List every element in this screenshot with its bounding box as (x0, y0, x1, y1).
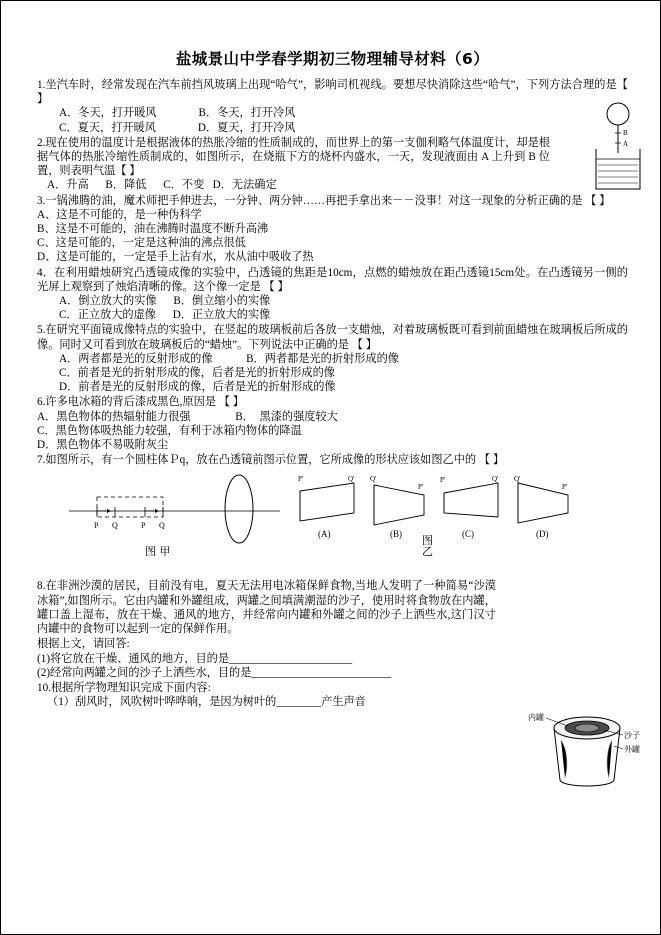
question-8-text: 8.在非洲沙漠的居民，目前没有电，夏天无法用电冰箱保鲜食物,当地人发明了一种简易“沙漠冰箱”,如图所示。它由内罐和外罐组成，两罐之间填满潮湿的沙子，使用时将食物放在内罐，罐口盖上湿布，放在干燥、通风的地方，并经常向内罐和外罐之间的沙子上洒些水,这门汉寸内罐中的食物可以起到一定的保鲜作用。 (37, 580, 496, 636)
question-3 (37, 194, 628, 265)
svg-text:(B): (B) (390, 529, 402, 540)
lens-optics-figure (67, 471, 282, 545)
svg-text:P': P' (562, 483, 568, 492)
question-10-text: 10.根据所学物理知识完成下面内容: (37, 681, 211, 694)
question-3-option-c: C、这是可能的，一定是这种油的沸点很低 (37, 237, 246, 250)
question-4-option-ab: A．倒立放大的实像 B．倒立缩小的实像 (59, 295, 271, 308)
question-1-option-a: A．冬天，打开暖风 B．冬天，打开冷风 (59, 107, 296, 120)
question-3-option-d: D、这是可能的，一定是手上沾有水，水从油中吸收了热 (37, 251, 314, 264)
question-4-text: 4．在利用蜡烛研究凸透镜成像的实验中，凸透镜的焦距是10cm，点燃的蜡烛放在距凸透镜15cm处。在凸透镜另一侧的光屏上观察到了烛焰清晰的像。这个像一定是 【 】 (37, 266, 628, 293)
svg-text:(D): (D) (536, 529, 549, 540)
sand-fridge-figure (528, 706, 656, 792)
thermometer-label-b: B (623, 129, 628, 137)
galileo-thermometer-figure (582, 101, 654, 197)
svg-text:Q': Q' (492, 475, 499, 484)
question-8-sub-intro: 根据上文，请回答: (37, 638, 130, 651)
question-7-figures (37, 471, 628, 557)
question-5-option-c: C．前者是光的折射形成的像，后者是光的折射形成的像 (59, 367, 335, 380)
svg-text:Q: Q (112, 521, 118, 531)
question-4 (37, 266, 628, 323)
question-6-option-c: C．黑色物体吸热能力较强，有利于冰箱内物体的降温 (37, 424, 302, 437)
question-5 (37, 323, 628, 394)
question-7 (37, 453, 628, 467)
question-5-option-d: D．前者是光的反射形成的像，后者是光的折射形成的像 (59, 381, 336, 394)
svg-text:P': P' (418, 483, 424, 492)
question-7-text: 7.如图所示，有一个圆柱体Ｐq，放在凸透镜前图示位置，它所成像的形状应该如图乙中的 【 】 (37, 454, 505, 467)
figure-caption-yi: 图 乙 (422, 534, 433, 559)
thermometer-label-a: A (623, 140, 629, 148)
image-shape-choices-figure (292, 473, 592, 543)
svg-text:P': P' (440, 476, 446, 485)
question-5-option-ab: A．两者都是光的反射形成的像 B．两者都是光的折射形成的像 (59, 352, 399, 365)
question-8 (37, 579, 628, 636)
question-6-option-ab: A．黑色物体的热辐射能力很强 B． 黑漆的强度较大 (37, 410, 338, 423)
question-8-sub-1: (1)将它放在干燥、通风的地方，目的是______________________ (37, 652, 353, 665)
question-3-option-a: A、这是不可能的，是一种伪科学 (37, 208, 202, 221)
question-2-options: A．升高 B．降低 C．不变 D．无法确定 (47, 179, 277, 192)
question-3-option-b: B、这是不可能的，油在沸腾时温度不断升高沸 (37, 223, 269, 236)
question-2-text: 2.现在使用的温度计是根据液体的热胀冷缩的性质制成的，而世界上的第一支伽利略气体温度计，却是根据气体的热胀冷缩性质制成的，如图所示，在烧瓶下方的烧杯内盛水，一天，发现液面由 A 上升到 B 位置，则表明气温【 】 (37, 136, 550, 178)
svg-text:P: P (94, 521, 99, 531)
question-10-sub-1: （1）刮风时，风吹树叶哗哗响，是因为树叶的________产生声音 (47, 696, 366, 709)
question-2 (37, 136, 628, 193)
question-1-text: 1.坐汽车时，经常发现在汽车前挡风玻璃上出现“哈气”，影响司机视线。要想尽快消除这些“哈气”，下列方法合理的是【 】 (37, 79, 628, 106)
svg-text:P': P' (298, 475, 304, 484)
document-body (37, 47, 628, 710)
question-5-text: 5.在研究平面镜成像特点的实验中，在竖起的玻璃板前后各放一支蜡烛，对着玻璃板既可看到前面蜡烛在玻璃板后所成的像。同时又可看到放在玻璃板后的“蜡烛”。下列说法中正确的是 【 】 (37, 324, 628, 351)
label-outer-pot: 外罐 (624, 745, 640, 754)
page-title: 盐城景山中学春学期初三物理辅导材料（6） (175, 50, 490, 68)
question-3-text: 3.一锅沸腾的油，魔术师把手伸进去，一分钟、两分钟……再把手拿出来－－没事！对这一现象的分析正确的是 【 】 (37, 194, 611, 207)
svg-text:(A): (A) (318, 529, 331, 540)
question-1-option-c: C．夏天，打开暖风 D．夏天，打开冷风 (59, 121, 296, 134)
svg-text:Q': Q' (514, 475, 521, 484)
svg-text:Q': Q' (348, 475, 355, 484)
svg-text:Q': Q' (370, 475, 377, 484)
question-1 (37, 78, 628, 135)
svg-text:P: P (141, 521, 146, 531)
question-6 (37, 395, 628, 452)
question-6-text: 6.许多电冰箱的背后漆成黑色,原因是 【 】 (37, 396, 244, 409)
question-6-option-d: D．黑色物体不易吸附灰尘 (37, 439, 169, 452)
question-8-subparts (37, 637, 628, 680)
figure-caption-jia: 图 甲 (145, 545, 171, 559)
question-8-sub-2: (2)经常向两罐之间的沙子上洒些水，目的是_________________________ (37, 666, 392, 679)
svg-text:Q: Q (159, 521, 165, 531)
label-sand: 沙子 (624, 731, 640, 740)
label-inner-pot: 内罐 (528, 713, 544, 722)
svg-text:(C): (C) (462, 529, 474, 540)
question-4-option-cd: C．正立放大的虚像 D．正立放大的实像 (59, 309, 271, 322)
